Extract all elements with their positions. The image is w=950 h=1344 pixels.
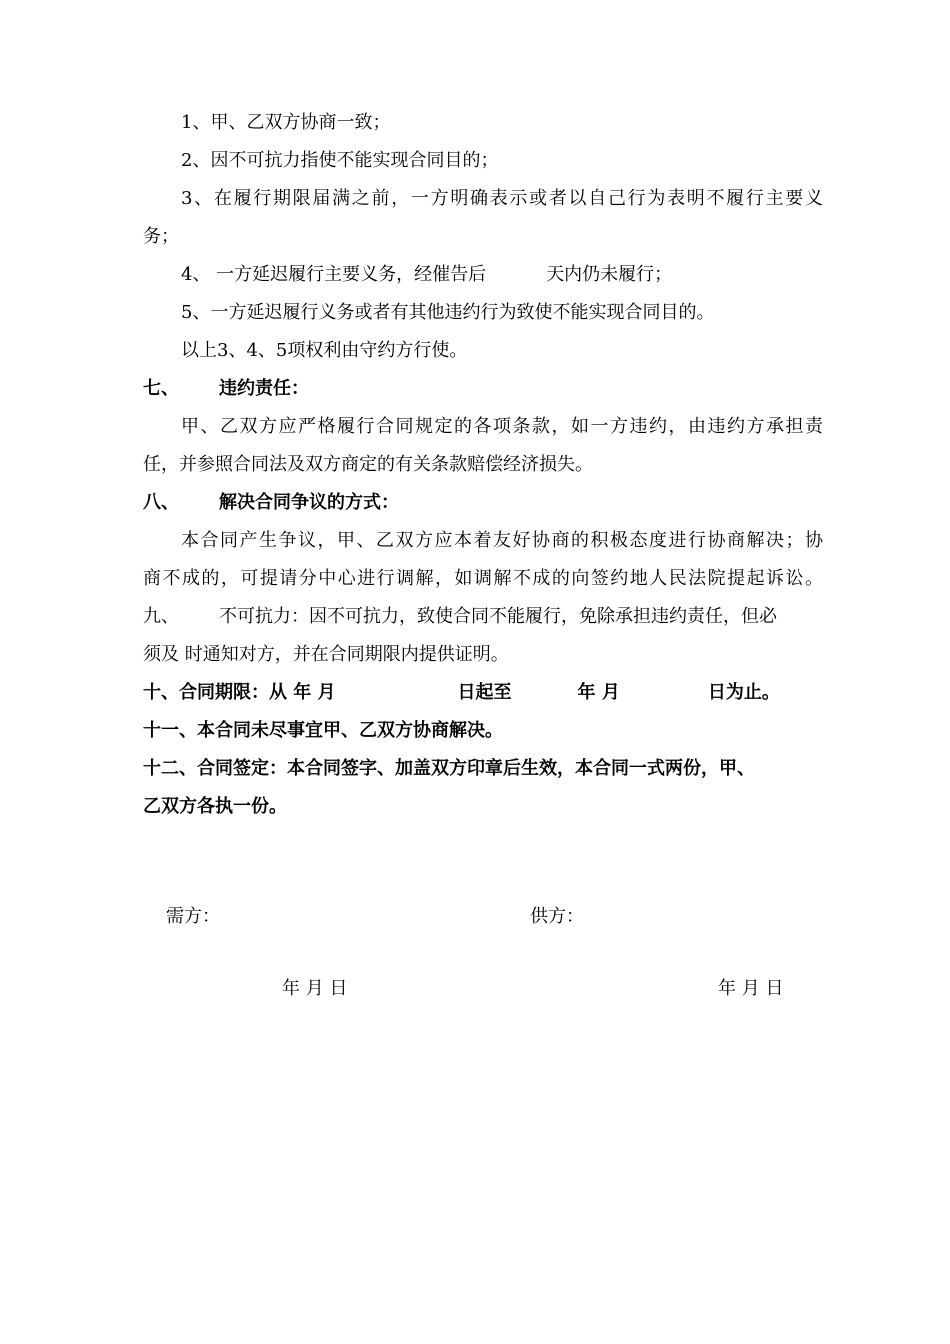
- clause-item-4: [143, 256, 823, 293]
- section12-line1: 十二、合同签定：本合同签字、加盖双方印章后生效，本合同一式两份，甲、: [143, 758, 755, 779]
- clause-item-4-tail: 天内仍未履行；: [546, 264, 673, 285]
- section8-body-line1: 本合同产生争议，甲、乙双方应本着友好协商的积极态度进行协商解决；协: [181, 530, 823, 551]
- term-start-day: 日起至: [457, 682, 512, 703]
- clause-note: 以上3、4、5项权利由守约方行使。: [181, 340, 468, 361]
- section9-body-line2: 须及 时通知对方，并在合同期限内提供证明。: [143, 644, 509, 665]
- term-end-month: 年 月: [577, 682, 620, 703]
- clause-item-4-text: 4、 一方延迟履行主要义务，经催告后: [181, 264, 487, 285]
- term-end-day: 日为止。: [707, 682, 780, 703]
- section9-number: 九、: [143, 606, 179, 627]
- section9-line1: [143, 598, 823, 635]
- section11: 十一、本合同未尽事宜甲、乙双方协商解决。: [143, 720, 503, 741]
- section12-line2: 乙双方各执一份。: [143, 796, 287, 817]
- clause-item-2: 2、因不可抗力指使不能实现合同目的；: [181, 150, 499, 171]
- buyer-signature-label: 需方：: [166, 906, 220, 927]
- clause-item-3-line1: 3、在履行期限届满之前，一方明确表示或者以自己行为表明不履行主要义: [181, 188, 823, 209]
- section9-body-line1: 不可抗力：因不可抗力，致使合同不能履行，免除承担违约责任，但必: [219, 606, 777, 627]
- section7-body-line2: 任，并参照合同法及双方商定的有关条款赔偿经济损失。: [143, 454, 593, 475]
- clause-item-3-line2: 务；: [143, 226, 179, 247]
- supplier-signature-label: 供方：: [530, 906, 584, 927]
- section8-heading: [143, 484, 823, 521]
- section7-heading: [143, 370, 823, 407]
- term-from: 十、合同期限：从 年 月: [143, 682, 336, 703]
- section8-body-line2: 商不成的，可提请分中心进行调解，如调解不成的向签约地人民法院提起诉讼。: [143, 568, 823, 589]
- section7-title: 违约责任：: [219, 378, 309, 399]
- supplier-sign-date: 年 月 日: [718, 978, 784, 999]
- section7-body-line1: 甲、乙双方应严格履行合同规定的各项条款，如一方违约，由违约方承担责: [181, 416, 823, 437]
- section8-number: 八、: [143, 492, 179, 513]
- buyer-sign-date: 年 月 日: [282, 978, 348, 999]
- clause-item-5: 5、一方延迟履行义务或者有其他违约行为致使不能实现合同目的。: [181, 302, 715, 323]
- section7-number: 七、: [143, 378, 179, 399]
- clause-item-1: 1、甲、乙双方协商一致；: [181, 112, 391, 133]
- section10-term: [143, 674, 823, 711]
- section8-title: 解决合同争议的方式：: [219, 492, 399, 513]
